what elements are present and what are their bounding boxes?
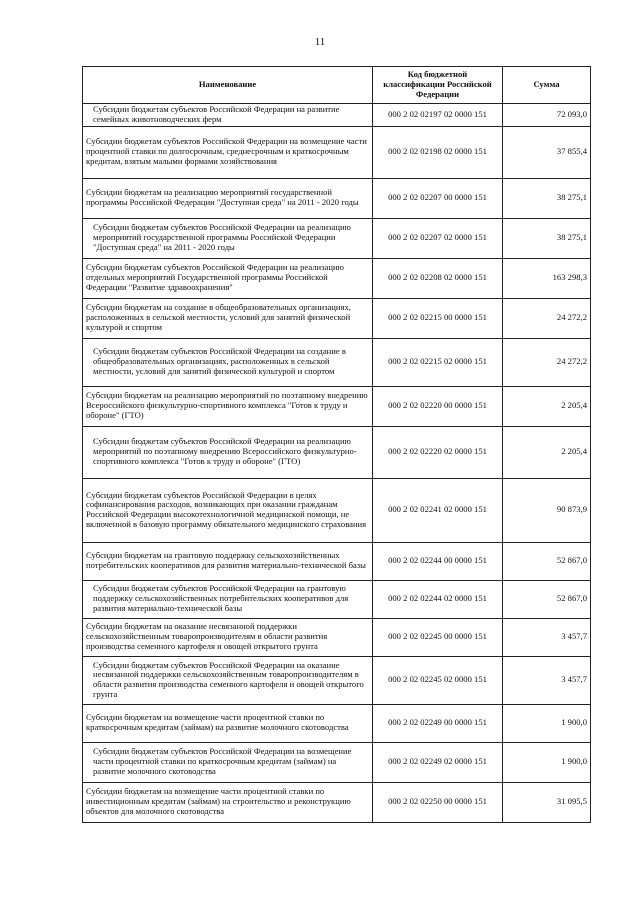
cell-sum: 52 867,0 bbox=[503, 542, 591, 580]
cell-code: 000 2 02 02215 00 0000 151 bbox=[373, 298, 503, 338]
cell-sum: 90 873,9 bbox=[503, 478, 591, 542]
cell-code: 000 2 02 02244 00 0000 151 bbox=[373, 542, 503, 580]
table-row bbox=[83, 178, 591, 218]
table-row bbox=[83, 298, 591, 338]
cell-sum: 1 900,0 bbox=[503, 742, 591, 782]
cell-sum: 163 298,3 bbox=[503, 258, 591, 298]
cell-name: Субсидии бюджетам субъектов Российской Федерации на реализацию отдельных мероприятий Государственной программы Российской Федерации "Развитие здравоохранения" bbox=[83, 258, 373, 298]
cell-code: 000 2 02 02244 02 0000 151 bbox=[373, 580, 503, 618]
cell-sum: 1 900,0 bbox=[503, 704, 591, 742]
cell-code: 000 2 02 02249 02 0000 151 bbox=[373, 742, 503, 782]
cell-code: 000 2 02 02245 02 0000 151 bbox=[373, 656, 503, 704]
cell-name: Субсидии бюджетам на возмещение части процентной ставки по инвестиционным кредитам (займам) на строительство и реконструкцию объектов для молочного скотоводства bbox=[83, 782, 373, 822]
cell-name: Субсидии бюджетам на грантовую поддержку сельскохозяйственных потребительских кооперативов для развития материально-технической базы bbox=[83, 542, 373, 580]
cell-code: 000 2 02 02198 02 0000 151 bbox=[373, 126, 503, 178]
cell-sum: 37 855,4 bbox=[503, 126, 591, 178]
cell-code: 000 2 02 02215 02 0000 151 bbox=[373, 338, 503, 386]
table-body bbox=[83, 104, 591, 823]
cell-code: 000 2 02 02207 02 0000 151 bbox=[373, 218, 503, 258]
cell-code: 000 2 02 02241 02 0000 151 bbox=[373, 478, 503, 542]
cell-code: 000 2 02 02245 00 0000 151 bbox=[373, 618, 503, 656]
cell-name: Субсидии бюджетам субъектов Российской Федерации в целях софинансирования расходов, возникающих при оказании гражданам Российской Федерации высокотехнологичной медицинской помощи, не включенной в базовую программу обязательного медицинского страхования bbox=[83, 478, 373, 542]
cell-sum: 72 093,0 bbox=[503, 104, 591, 127]
cell-sum: 24 272,2 bbox=[503, 338, 591, 386]
table-row bbox=[83, 126, 591, 178]
table-row bbox=[83, 782, 591, 822]
cell-sum: 52 867,0 bbox=[503, 580, 591, 618]
cell-name: Субсидии бюджетам на реализацию мероприятий государственной программы Российской Федерации "Доступная среда" на 2011 - 2020 годы bbox=[83, 178, 373, 218]
table-row bbox=[83, 618, 591, 656]
cell-sum: 2 205,4 bbox=[503, 426, 591, 478]
header-code: Код бюджетной классификации Российской Федерации bbox=[373, 67, 503, 104]
table-header-row bbox=[83, 67, 591, 104]
cell-name: Субсидии бюджетам субъектов Российской Федерации на реализацию мероприятий государственной программы Российской Федерации "Доступная среда" на 2011 - 2020 годы bbox=[83, 218, 373, 258]
header-name: Наименование bbox=[83, 67, 373, 104]
cell-sum: 31 095,5 bbox=[503, 782, 591, 822]
table-row bbox=[83, 104, 591, 127]
cell-name: Субсидии бюджетам субъектов Российской Федерации на оказание несвязанной поддержки сельскохозяйственным товаропроизводителям в области развития производства семенного картофеля и овощей открытого грунта bbox=[83, 656, 373, 704]
cell-name: Субсидии бюджетам на возмещение части процентной ставки по краткосрочным кредитам (займам) на развитие молочного скотоводства bbox=[83, 704, 373, 742]
header-sum: Сумма bbox=[503, 67, 591, 104]
cell-name: Субсидии бюджетам субъектов Российской Федерации на развитие семейных животноводческих ферм bbox=[83, 104, 373, 127]
cell-code: 000 2 02 02197 02 0000 151 bbox=[373, 104, 503, 127]
cell-code: 000 2 02 02207 00 0000 151 bbox=[373, 178, 503, 218]
cell-name: Субсидии бюджетам субъектов Российской Федерации на возмещение части процентной ставки по краткосрочным кредитам (займам) на развитие молочного скотоводства bbox=[83, 742, 373, 782]
page-number: 11 bbox=[314, 36, 326, 48]
table-row bbox=[83, 742, 591, 782]
table-row bbox=[83, 542, 591, 580]
cell-code: 000 2 02 02250 00 0000 151 bbox=[373, 782, 503, 822]
cell-code: 000 2 02 02220 00 0000 151 bbox=[373, 386, 503, 426]
table-row bbox=[83, 656, 591, 704]
table-row bbox=[83, 258, 591, 298]
cell-name: Субсидии бюджетам на создание в общеобразовательных организациях, расположенных в сельской местности, условий для занятий физической культурой и спортом bbox=[83, 298, 373, 338]
cell-code: 000 2 02 02249 00 0000 151 bbox=[373, 704, 503, 742]
cell-name: Субсидии бюджетам на реализацию мероприятий по поэтапному внедрению Всероссийского физкультурно-спортивного комплекса "Готов к труду и обороне" (ГТО) bbox=[83, 386, 373, 426]
cell-sum: 3 457,7 bbox=[503, 656, 591, 704]
cell-name: Субсидии бюджетам субъектов Российской Федерации на реализацию мероприятий по поэтапному внедрению Всероссийского физкультурно-спортивного комплекса "Готов к труду и обороне" (ГТО) bbox=[83, 426, 373, 478]
cell-name: Субсидии бюджетам субъектов Российской Федерации на грантовую поддержку сельскохозяйственных потребительских кооперативов для развития материально-технической базы bbox=[83, 580, 373, 618]
table-row bbox=[83, 218, 591, 258]
cell-name: Субсидии бюджетам субъектов Российской Федерации на создание в общеобразовательных организациях, расположенных в сельской местности, условий для занятий физической культурой и спортом bbox=[83, 338, 373, 386]
cell-sum: 24 272,2 bbox=[503, 298, 591, 338]
cell-sum: 38 275,1 bbox=[503, 218, 591, 258]
budget-revenue-table bbox=[82, 66, 591, 823]
cell-name: Субсидии бюджетам на оказание несвязанной поддержки сельскохозяйственным товаропроизводителям в области развития производства семенного картофеля и овощей открытого грунта bbox=[83, 618, 373, 656]
cell-name: Субсидии бюджетам субъектов Российской Федерации на возмещение части процентной ставки по долгосрочным, среднесрочным и краткосрочным кредитам, взятым малыми формами хозяйствования bbox=[83, 126, 373, 178]
cell-sum: 2 205,4 bbox=[503, 386, 591, 426]
cell-code: 000 2 02 02208 02 0000 151 bbox=[373, 258, 503, 298]
table-row bbox=[83, 478, 591, 542]
table-row bbox=[83, 386, 591, 426]
cell-sum: 38 275,1 bbox=[503, 178, 591, 218]
cell-sum: 3 457,7 bbox=[503, 618, 591, 656]
cell-code: 000 2 02 02220 02 0000 151 bbox=[373, 426, 503, 478]
table-row bbox=[83, 580, 591, 618]
table-row bbox=[83, 704, 591, 742]
table-row bbox=[83, 338, 591, 386]
table-row bbox=[83, 426, 591, 478]
